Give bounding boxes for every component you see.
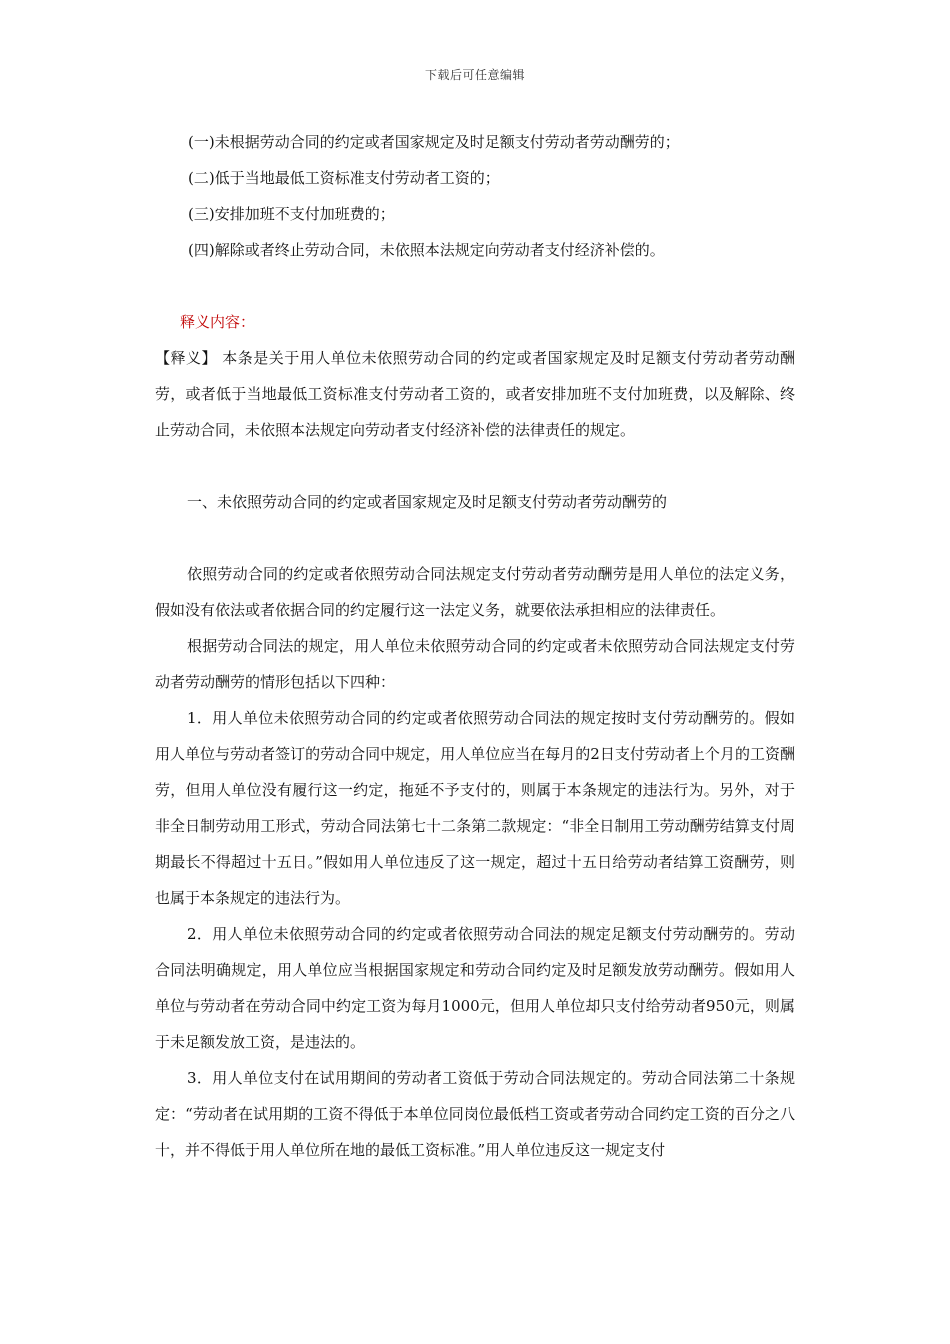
spacer (155, 448, 795, 484)
spacer (155, 268, 795, 304)
document-body (155, 124, 795, 1168)
article-item-3: (三)安排加班不支付加班费的； (188, 205, 395, 223)
article-item-4: (四)解除或者终止劳动合同，未依照本法规定向劳动者支付经济补偿的。 (188, 241, 665, 259)
section-one-paragraph-1: 依照劳动合同的约定或者依照劳动合同法规定支付劳动者劳动酬劳是用人单位的法定义务，假如没有依法或者依据合同的约定履行这一法定义务，就要依法承担相应的法律责任。 (155, 565, 795, 619)
spacer (155, 520, 795, 556)
article-item-2: (二)低于当地最低工资标准支付劳动者工资的； (188, 169, 500, 187)
page-header: 下载后可任意编辑 (424, 68, 525, 82)
section-one-paragraph-2: 根据劳动合同法的规定，用人单位未依照劳动合同的约定或者未依照劳动合同法规定支付劳动者劳动酬劳的情形包括以下四种： (155, 637, 795, 691)
interpretation-body: 【释义】 本条是关于用人单位未依照劳动合同的约定或者国家规定及时足额支付劳动者劳动酬劳，或者低于当地最低工资标准支付劳动者工资的，或者安排加班不支付加班费，以及解除、终止劳动合同，未依照本法规定向劳动者支付经济补偿的法律责任的规定。 (155, 349, 795, 439)
section-one-paragraph-3: 1．用人单位未依照劳动合同的约定或者依照劳动合同法的规定按时支付劳动酬劳的。假如用人单位与劳动者签订的劳动合同中规定，用人单位应当在每月的2日支付劳动者上个月的工资酬劳，但用人单位没有履行这一约定，拖延不予支付的，则属于本条规定的违法行为。另外，对于非全日制劳动用工形式，劳动合同法第七十二条第二款规定：“非全日制用工劳动酬劳结算支付周期最长不得超过十五日。”假如用人单位违反了这一规定，超过十五日给劳动者结算工资酬劳，则也属于本条规定的违法行为。 (155, 709, 795, 907)
article-item-1: (一)未根据劳动合同的约定或者国家规定及时足额支付劳动者劳动酬劳的； (188, 133, 680, 151)
interpretation-label: 释义内容： (180, 313, 256, 331)
section-one-paragraph-4: 2．用人单位未依照劳动合同的约定或者依照劳动合同法的规定足额支付劳动酬劳的。劳动合同法明确规定，用人单位应当根据国家规定和劳动合同约定及时足额发放劳动酬劳。假如用人单位与劳动者在劳动合同中约定工资为每月1000元，但用人单位却只支付给劳动者950元，则属于未足额发放工资，是违法的。 (155, 925, 795, 1051)
section-one-heading: 一、未依照劳动合同的约定或者国家规定及时足额支付劳动者劳动酬劳的 (187, 493, 668, 511)
section-one-paragraph-5: 3．用人单位支付在试用期间的劳动者工资低于劳动合同法规定的。劳动合同法第二十条规定：“劳动者在试用期的工资不得低于本单位同岗位最低档工资或者劳动合同约定工资的百分之八十，并不得低于用人单位所在地的最低工资标准。”用人单位违反这一规定支付 (155, 1069, 795, 1159)
